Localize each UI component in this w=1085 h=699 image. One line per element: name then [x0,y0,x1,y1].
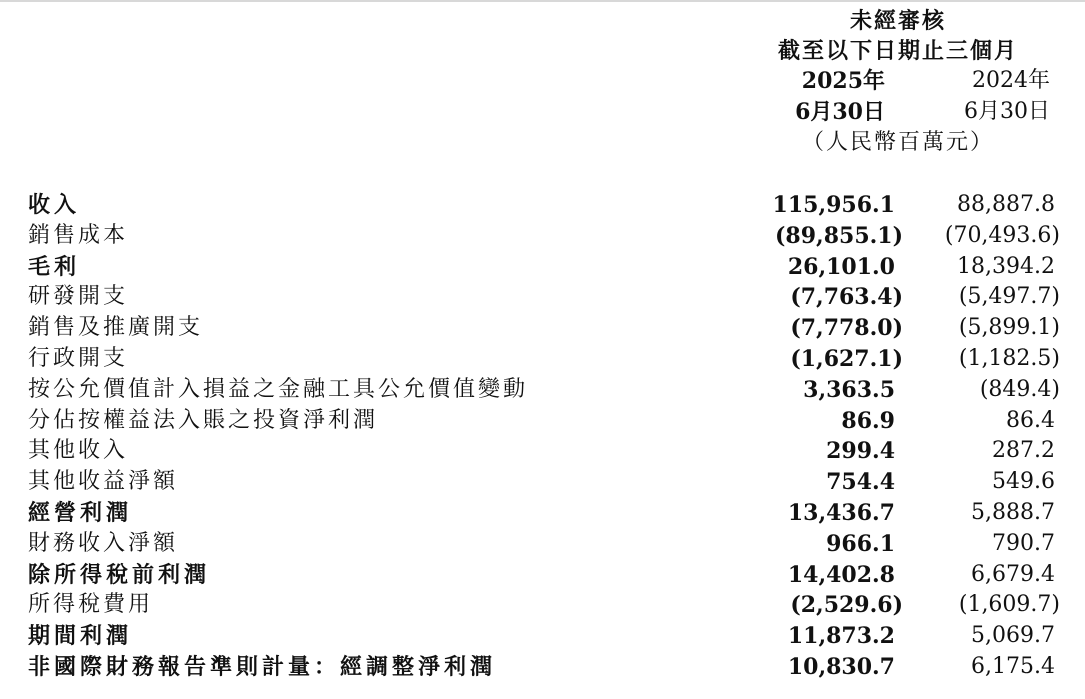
value-2025: (7,763.4) [790,284,903,311]
value-2025: 10,830.7 [787,653,895,680]
row-label: 其他收益淨額 [28,469,179,495]
value-2025: 299.4 [826,438,895,465]
table-row [0,221,1085,252]
row-label: 收入 [28,192,81,218]
table-row [0,375,1085,406]
row-label: 銷售成本 [28,222,129,248]
table-row [0,529,1085,560]
table-row [0,498,1085,529]
value-2025: 13,436.7 [787,499,895,526]
value-2024: 6,679.4 [971,561,1055,587]
income-statement-table [0,190,1085,683]
value-2025: 3,363.5 [803,376,895,403]
value-2024: (70,493.6) [944,222,1060,248]
value-2024: (849.4) [979,376,1060,402]
table-row [0,621,1085,652]
value-2025: 115,956.1 [772,192,895,218]
value-2025: (7,778.0) [790,315,903,342]
value-2025: 14,402.8 [787,561,895,588]
table-row [0,467,1085,498]
table-row [0,190,1085,221]
value-2024: 5,888.7 [971,499,1055,525]
row-label: 毛利 [28,253,81,280]
row-label: 行政開支 [28,345,129,371]
value-2025: 11,873.2 [787,623,895,650]
value-2025: 26,101.0 [787,253,895,280]
row-label: 經營利潤 [28,499,133,526]
value-2024: 18,394.2 [957,253,1055,279]
table-row [0,590,1085,621]
table-row [0,406,1085,437]
value-2024: 5,069.7 [971,623,1055,649]
col-2025-year: 2025年 [801,68,885,94]
row-label: 所得稅費用 [28,592,154,618]
value-2025: 754.4 [826,469,895,496]
value-2024: (1,609.7) [958,592,1060,618]
row-label: 期間利潤 [28,623,133,650]
value-2024: 790.7 [992,530,1055,556]
row-label: 非國際財務報告準則計量：經調整淨利潤 [28,653,497,680]
currency-unit: （人民幣百萬元） [801,130,995,155]
value-2024: (1,182.5) [958,345,1060,371]
value-2024: 86.4 [1006,407,1055,433]
value-2024: 549.6 [992,469,1055,495]
top-border [0,0,1085,2]
value-2024: (5,899.1) [958,315,1060,341]
value-2024: (5,497.7) [958,284,1060,310]
value-2025: (1,627.1) [790,345,903,372]
col-2024-year: 2024年 [972,68,1050,93]
table-row [0,252,1085,283]
row-label: 銷售及推廣開支 [28,315,204,341]
table-row [0,560,1085,591]
value-2025: (89,855.1) [775,222,903,249]
value-2025: 86.9 [841,407,895,434]
value-2025: 966.1 [826,530,895,557]
table-row [0,436,1085,467]
row-label: 分佔按權益法入賬之投資淨利潤 [28,407,379,433]
row-label: 按公允價值計入損益之金融工具公允價值變動 [28,376,529,402]
value-2025: (2,529.6) [790,592,903,619]
value-2024: 88,887.8 [957,192,1055,217]
row-label: 研發開支 [28,284,129,310]
row-label: 除所得稅前利潤 [28,561,211,588]
table-row [0,313,1085,344]
col-2025-date: 6月30日 [795,99,885,125]
audit-status-heading: 未經審核 [849,8,947,34]
col-2024-date: 6月30日 [964,99,1050,124]
table-row [0,344,1085,375]
value-2024: 287.2 [992,438,1055,464]
period-heading: 截至以下日期止三個月 [777,38,1019,64]
value-2024: 6,175.4 [971,653,1055,679]
row-label: 其他收入 [28,438,129,464]
table-row [0,652,1085,683]
row-label: 財務收入淨額 [28,530,179,556]
table-row [0,282,1085,313]
